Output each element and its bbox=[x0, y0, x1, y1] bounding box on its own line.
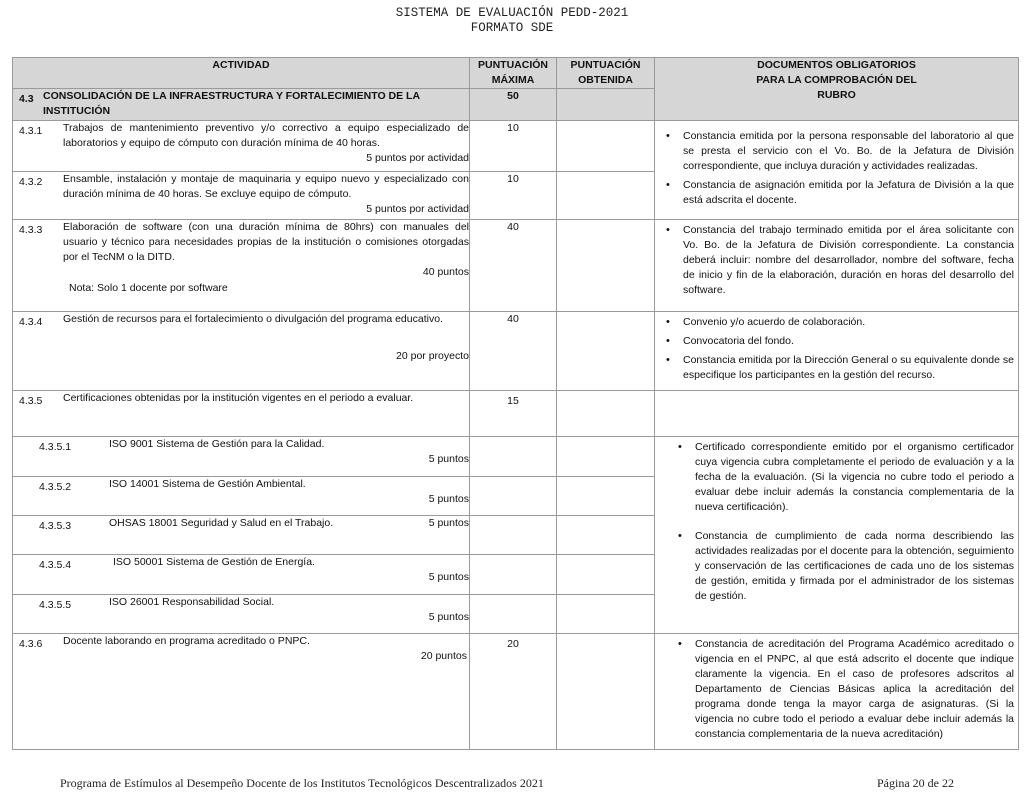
row-max: 15 bbox=[470, 391, 557, 437]
docs-cell bbox=[655, 634, 1019, 750]
subrow-obtained bbox=[557, 555, 655, 595]
subrow-desc: ISO 9001 Sistema de Gestión para la Calidad. bbox=[109, 438, 325, 450]
row-code: 4.3.4 bbox=[19, 316, 43, 328]
docs-cell bbox=[655, 312, 1019, 391]
subrow-desc: ISO 26001 Responsabilidad Social. bbox=[109, 596, 275, 608]
table-subrow bbox=[13, 555, 470, 595]
row-max: 10 bbox=[470, 172, 557, 220]
document-subtitle: FORMATO SDE bbox=[470, 21, 554, 35]
doc-item: • Constancia emitida por la Dirección General o su equivalente donde se especifique los participantes en la gestión del recurso. bbox=[683, 353, 1014, 383]
row-obtained bbox=[557, 312, 655, 391]
subrow-points: 5 puntos bbox=[428, 517, 469, 529]
row-desc: Docente laborando en programa acreditado o PNPC. bbox=[63, 635, 310, 647]
table-row bbox=[13, 312, 470, 391]
row-points: 5 puntos por actividad bbox=[366, 203, 469, 215]
row-max: 40 bbox=[470, 220, 557, 312]
docs-cell bbox=[655, 437, 1019, 634]
table-row bbox=[13, 634, 470, 750]
row-max: 10 bbox=[470, 121, 557, 172]
row-code: 4.3.5 bbox=[19, 395, 43, 407]
doc-item: • Constancia del trabajo terminado emitida por el área solicitante con Vo. Bo. de la Jefatura de División correspondiente. La constancia deberá incluir: nombre del desarrollador, nombre del software, fecha de inicio y fin de la elaboración, duración en horas del desarrollo del software. bbox=[683, 223, 1014, 298]
doc-item: • Convenio y/o acuerdo de colaboración. bbox=[683, 315, 1014, 330]
header-documentos: DOCUMENTOS OBLIGATORIOS PARA LA COMPROBACIÓN DEL RUBRO bbox=[655, 58, 1019, 121]
header-puntuacion-obtenida: PUNTUACIÓN OBTENIDA bbox=[557, 58, 655, 89]
row-max: 20 bbox=[470, 634, 557, 750]
section-title: CONSOLIDACIÓN DE LA INFRAESTRUCTURA Y FORTALECIMIENTO DE LA INSTITUCIÓN bbox=[43, 90, 420, 117]
table-subrow bbox=[13, 516, 470, 555]
docs-cell bbox=[655, 121, 1019, 220]
subrow-max bbox=[470, 555, 557, 595]
row-obtained bbox=[557, 172, 655, 220]
subrow-max bbox=[470, 477, 557, 516]
header-actividad: ACTIVIDAD bbox=[13, 58, 470, 89]
row-code: 4.3.6 bbox=[19, 638, 43, 650]
footer-program: Programa de Estímulos al Desempeño Docente de los Institutos Tecnológicos Descentralizados 2021 bbox=[60, 776, 544, 790]
subrow-obtained bbox=[557, 437, 655, 477]
row-obtained bbox=[557, 634, 655, 750]
header-puntuacion-maxima: PUNTUACIÓN MÁXIMA bbox=[470, 58, 557, 89]
row-desc: Gestión de recursos para el fortalecimiento o divulgación del programa educativo. bbox=[63, 313, 443, 325]
row-desc: Ensamble, instalación y montaje de maquinaria y equipo nuevo y especializado con duración mínima de 40 horas. Se excluye equipo de cómputo. bbox=[63, 173, 469, 200]
row-points: 20 puntos bbox=[420, 650, 467, 662]
subrow-points: 5 puntos bbox=[428, 611, 469, 623]
row-obtained bbox=[557, 121, 655, 172]
subrow-obtained bbox=[557, 595, 655, 634]
row-code: 4.3.2 bbox=[19, 176, 43, 188]
row-max: 40 bbox=[470, 312, 557, 391]
row-points: 5 puntos por actividad bbox=[366, 152, 469, 164]
subrow-max bbox=[470, 437, 557, 477]
subrow-code: 4.3.5.4 bbox=[39, 559, 72, 571]
section-row bbox=[13, 89, 470, 121]
table-row bbox=[13, 172, 470, 220]
doc-item: • Constancia de acreditación del Programa Académico acreditado o vigencia en el PNPC, al que está adscrito el docente que indique claramente la vigencia. En el caso de profesores adscritos al Departamento de Ciencias Básicas aplica la acreditación del programa donde tenga la mayor carga de asignaturas. (Si la vigencia no cubre todo el periodo a evaluar debe incluir además la constancia complementaria de la nueva acreditación) bbox=[695, 637, 1014, 742]
table-row bbox=[13, 220, 470, 312]
page-number: Página 20 de 22 bbox=[877, 776, 954, 790]
subrow-max bbox=[470, 595, 557, 634]
section-code: 4.3 bbox=[19, 93, 34, 105]
subrow-desc bbox=[109, 516, 469, 531]
subrow-obtained bbox=[557, 516, 655, 555]
table-subrow bbox=[13, 437, 470, 477]
row-points: 20 por proyecto bbox=[396, 350, 469, 362]
docs-cell-empty bbox=[655, 391, 1019, 437]
subrow-code: 4.3.5.3 bbox=[39, 520, 72, 532]
docs-cell bbox=[655, 220, 1019, 312]
doc-item: • Constancia emitida por la persona responsable del laboratorio al que se presta el servicio con el Vo. Bo. de la Jefatura de División correspondiente, que incluya duración y actividades realizadas. bbox=[683, 129, 1014, 174]
row-code: 4.3.3 bbox=[19, 224, 43, 236]
row-code: 4.3.1 bbox=[19, 125, 43, 137]
subrow-points: 5 puntos bbox=[428, 453, 469, 465]
subrow-desc: ISO 14001 Sistema de Gestión Ambiental. bbox=[109, 478, 306, 490]
subrow-points: 5 puntos bbox=[428, 571, 469, 583]
subrow-desc-text: OHSAS 18001 Seguridad y Salud en el Trabajo. bbox=[109, 517, 334, 529]
doc-item: • Convocatoria del fondo. bbox=[683, 334, 1014, 349]
table-row bbox=[13, 391, 470, 437]
subrow-code: 4.3.5.2 bbox=[39, 481, 72, 493]
row-obtained bbox=[557, 220, 655, 312]
doc-item: • Certificado correspondiente emitido por el organismo certificador cuya vigencia cubra completamente el periodo de evaluación y a la fecha de la evaluación. (Si la vigencia no cubre todo el periodo a evaluar debe incluir además la constancia complementaria de la nueva certificación). bbox=[695, 440, 1014, 515]
row-desc: Elaboración de software (con una duración mínima de 80hrs) con manuales del usuario y técnico para necesidades propias de la institución o comisiones otorgadas por el TecNM o la DITD. bbox=[63, 221, 469, 263]
row-obtained bbox=[557, 391, 655, 437]
row-desc: Trabajos de mantenimiento preventivo y/o correctivo a equipo especializado de laboratorios y equipo de cómputo con duración mínima de 40 horas. bbox=[63, 122, 469, 149]
subrow-code: 4.3.5.1 bbox=[39, 441, 72, 453]
row-desc: Certificaciones obtenidas por la institución vigentes en el periodo a evaluar. bbox=[63, 392, 414, 404]
subrow-code: 4.3.5.5 bbox=[39, 599, 72, 611]
table-subrow bbox=[13, 477, 470, 516]
row-note: Nota: Solo 1 docente por software bbox=[69, 282, 228, 294]
section-obtained bbox=[557, 89, 655, 121]
table-subrow bbox=[13, 595, 470, 634]
section-max: 50 bbox=[470, 89, 557, 121]
subrow-desc: ISO 50001 Sistema de Gestión de Energía. bbox=[113, 556, 315, 568]
doc-item: • Constancia de asignación emitida por la Jefatura de División a la que está adscrita el docente. bbox=[683, 178, 1014, 208]
subrow-max bbox=[470, 516, 557, 555]
subrow-points: 5 puntos bbox=[428, 493, 469, 505]
evaluation-table bbox=[12, 57, 1019, 750]
subrow-obtained bbox=[557, 477, 655, 516]
doc-item: • Constancia de cumplimiento de cada norma describiendo las actividades realizadas por el docente para la obtención, seguimiento y conservación de las certificaciones de cada uno de los sistemas de gestión, emitida y firmada por el administrador de los sistemas de gestión. bbox=[695, 529, 1014, 604]
table-row bbox=[13, 121, 470, 172]
document-title: SISTEMA DE EVALUACIÓN PEDD-2021 bbox=[395, 6, 629, 20]
row-points: 40 puntos bbox=[422, 266, 469, 278]
